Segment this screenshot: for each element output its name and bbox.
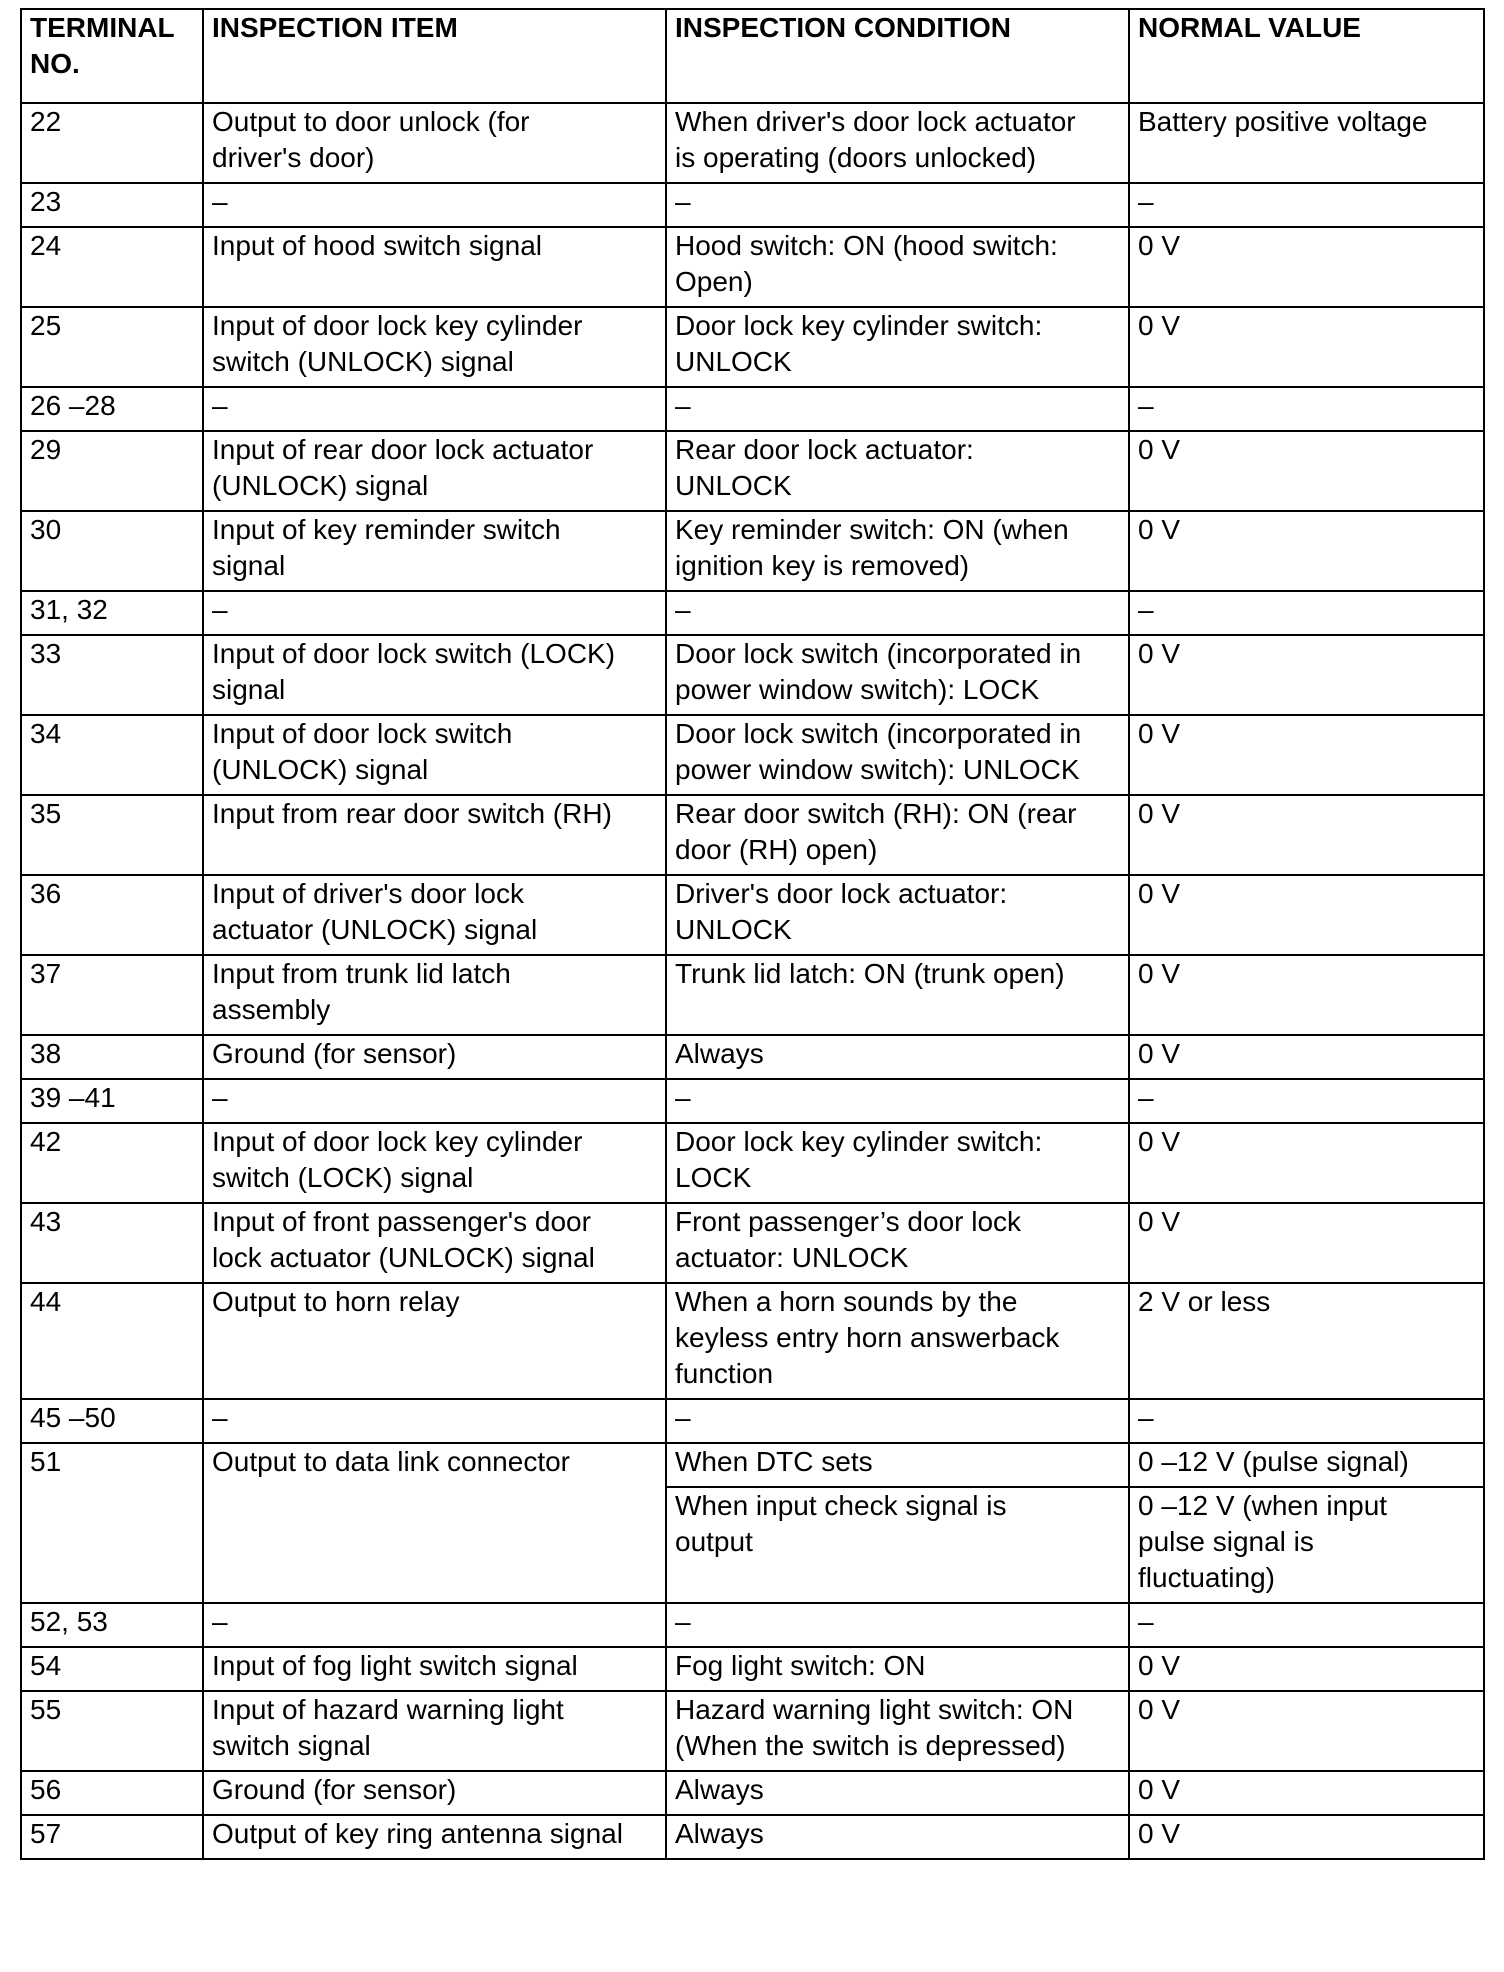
cell-inspection-item: Input of door lock key cylinder switch (LOCK) signal [203, 1123, 666, 1203]
cell-inspection-condition: When input check signal is output [666, 1487, 1129, 1603]
table-row [21, 1123, 1484, 1203]
cell-terminal-no: 42 [21, 1123, 203, 1203]
table-row [21, 591, 1484, 635]
cell-terminal-no: 45 –50 [21, 1399, 203, 1443]
cell-terminal-no: 54 [21, 1647, 203, 1691]
cell-normal-value: 0 V [1129, 795, 1484, 875]
table-row [21, 1771, 1484, 1815]
table-row [21, 227, 1484, 307]
cell-inspection-item: – [203, 1603, 666, 1647]
table-header-row [21, 9, 1484, 103]
cell-terminal-no: 56 [21, 1771, 203, 1815]
table-row [21, 875, 1484, 955]
cell-inspection-item: Input of driver's door lock actuator (UNLOCK) signal [203, 875, 666, 955]
cell-normal-value: 0 V [1129, 1203, 1484, 1283]
cell-inspection-item: Input from trunk lid latch assembly [203, 955, 666, 1035]
cell-inspection-condition: Always [666, 1771, 1129, 1815]
cell-terminal-no: 29 [21, 431, 203, 511]
cell-normal-value: – [1129, 1603, 1484, 1647]
cell-terminal-no: 43 [21, 1203, 203, 1283]
cell-normal-value: 0 –12 V (pulse signal) [1129, 1443, 1484, 1487]
cell-terminal-no: 38 [21, 1035, 203, 1079]
cell-inspection-condition: – [666, 387, 1129, 431]
cell-terminal-no: 34 [21, 715, 203, 795]
cell-terminal-no: 31, 32 [21, 591, 203, 635]
cell-normal-value: 0 V [1129, 955, 1484, 1035]
cell-inspection-condition: – [666, 1399, 1129, 1443]
table-row [21, 511, 1484, 591]
cell-terminal-no: 30 [21, 511, 203, 591]
cell-inspection-item: Input of key reminder switch signal [203, 511, 666, 591]
cell-normal-value: – [1129, 387, 1484, 431]
cell-inspection-item: Input of door lock switch (UNLOCK) signal [203, 715, 666, 795]
cell-terminal-no: 44 [21, 1283, 203, 1399]
cell-normal-value: 0 V [1129, 1123, 1484, 1203]
table-row [21, 1647, 1484, 1691]
table-row [21, 1399, 1484, 1443]
cell-terminal-no: 57 [21, 1815, 203, 1859]
cell-terminal-no: 51 [21, 1443, 203, 1603]
cell-inspection-condition: Always [666, 1815, 1129, 1859]
cell-inspection-item: Ground (for sensor) [203, 1035, 666, 1079]
cell-inspection-condition: Door lock switch (incorporated in power window switch): LOCK [666, 635, 1129, 715]
cell-inspection-condition: Hazard warning light switch: ON (When the switch is depressed) [666, 1691, 1129, 1771]
table-row [21, 635, 1484, 715]
cell-terminal-no: 24 [21, 227, 203, 307]
cell-normal-value: – [1129, 591, 1484, 635]
cell-inspection-condition: Trunk lid latch: ON (trunk open) [666, 955, 1129, 1035]
table-row [21, 955, 1484, 1035]
cell-normal-value: – [1129, 1079, 1484, 1123]
cell-normal-value: 0 V [1129, 1815, 1484, 1859]
cell-inspection-item: – [203, 1399, 666, 1443]
table-row [21, 715, 1484, 795]
cell-inspection-item: Output to data link connector [203, 1443, 666, 1603]
table-row [21, 1443, 1484, 1487]
cell-normal-value: 0 V [1129, 431, 1484, 511]
cell-inspection-item: Input of door lock switch (LOCK) signal [203, 635, 666, 715]
cell-inspection-item: – [203, 591, 666, 635]
cell-inspection-condition: Always [666, 1035, 1129, 1079]
table-row [21, 1815, 1484, 1859]
cell-normal-value: 0 –12 V (when input pulse signal is fluctuating) [1129, 1487, 1484, 1603]
table-row [21, 1603, 1484, 1647]
cell-normal-value: Battery positive voltage [1129, 103, 1484, 183]
cell-inspection-item: Ground (for sensor) [203, 1771, 666, 1815]
cell-inspection-condition: – [666, 183, 1129, 227]
table-row [21, 307, 1484, 387]
table-row [21, 183, 1484, 227]
cell-inspection-condition: Driver's door lock actuator: UNLOCK [666, 875, 1129, 955]
header-terminal-no: TERMINAL NO. [21, 9, 203, 103]
cell-inspection-item: Output to horn relay [203, 1283, 666, 1399]
table-row [21, 1691, 1484, 1771]
cell-inspection-condition: When driver's door lock actuator is operating (doors unlocked) [666, 103, 1129, 183]
cell-normal-value: 0 V [1129, 875, 1484, 955]
cell-normal-value: 0 V [1129, 1691, 1484, 1771]
cell-inspection-item: Output of key ring antenna signal [203, 1815, 666, 1859]
table-row [21, 1035, 1484, 1079]
table-row [21, 1283, 1484, 1399]
cell-normal-value: 0 V [1129, 715, 1484, 795]
cell-inspection-item: Input of front passenger's door lock actuator (UNLOCK) signal [203, 1203, 666, 1283]
cell-inspection-condition: Key reminder switch: ON (when ignition key is removed) [666, 511, 1129, 591]
cell-terminal-no: 33 [21, 635, 203, 715]
cell-terminal-no: 26 –28 [21, 387, 203, 431]
table-row [21, 1079, 1484, 1123]
cell-terminal-no: 25 [21, 307, 203, 387]
cell-normal-value: 0 V [1129, 307, 1484, 387]
cell-normal-value: 0 V [1129, 1035, 1484, 1079]
cell-inspection-item: Output to door unlock (for driver's door) [203, 103, 666, 183]
cell-normal-value: – [1129, 183, 1484, 227]
cell-inspection-condition: Door lock key cylinder switch: UNLOCK [666, 307, 1129, 387]
cell-inspection-condition: Rear door switch (RH): ON (rear door (RH) open) [666, 795, 1129, 875]
cell-inspection-item: Input from rear door switch (RH) [203, 795, 666, 875]
cell-terminal-no: 22 [21, 103, 203, 183]
cell-terminal-no: 52, 53 [21, 1603, 203, 1647]
cell-inspection-condition: – [666, 1079, 1129, 1123]
cell-inspection-condition: When DTC sets [666, 1443, 1129, 1487]
table-row [21, 431, 1484, 511]
cell-terminal-no: 23 [21, 183, 203, 227]
header-normal-value: NORMAL VALUE [1129, 9, 1484, 103]
header-inspection-condition: INSPECTION CONDITION [666, 9, 1129, 103]
cell-normal-value: 0 V [1129, 511, 1484, 591]
cell-inspection-item: Input of hazard warning light switch signal [203, 1691, 666, 1771]
cell-inspection-item: – [203, 1079, 666, 1123]
cell-inspection-item: – [203, 183, 666, 227]
cell-inspection-condition: Door lock key cylinder switch: LOCK [666, 1123, 1129, 1203]
cell-terminal-no: 37 [21, 955, 203, 1035]
cell-inspection-condition: Hood switch: ON (hood switch: Open) [666, 227, 1129, 307]
table-row [21, 795, 1484, 875]
cell-inspection-item: Input of fog light switch signal [203, 1647, 666, 1691]
cell-inspection-condition: When a horn sounds by the keyless entry horn answerback function [666, 1283, 1129, 1399]
cell-inspection-item: Input of hood switch signal [203, 227, 666, 307]
cell-normal-value: 0 V [1129, 635, 1484, 715]
cell-terminal-no: 35 [21, 795, 203, 875]
cell-normal-value: 0 V [1129, 227, 1484, 307]
cell-inspection-condition: Front passenger’s door lock actuator: UNLOCK [666, 1203, 1129, 1283]
header-inspection-item: INSPECTION ITEM [203, 9, 666, 103]
cell-inspection-condition: Rear door lock actuator: UNLOCK [666, 431, 1129, 511]
table-body [21, 103, 1484, 1859]
cell-terminal-no: 55 [21, 1691, 203, 1771]
cell-inspection-item: – [203, 387, 666, 431]
cell-terminal-no: 39 –41 [21, 1079, 203, 1123]
cell-terminal-no: 36 [21, 875, 203, 955]
terminal-spec-document [20, 8, 1485, 1860]
cell-inspection-item: Input of rear door lock actuator (UNLOCK) signal [203, 431, 666, 511]
cell-inspection-condition: – [666, 1603, 1129, 1647]
cell-inspection-condition: Door lock switch (incorporated in power window switch): UNLOCK [666, 715, 1129, 795]
cell-normal-value: – [1129, 1399, 1484, 1443]
cell-inspection-item: Input of door lock key cylinder switch (UNLOCK) signal [203, 307, 666, 387]
cell-normal-value: 0 V [1129, 1771, 1484, 1815]
table-row [21, 387, 1484, 431]
cell-normal-value: 2 V or less [1129, 1283, 1484, 1399]
cell-inspection-condition: Fog light switch: ON [666, 1647, 1129, 1691]
cell-inspection-condition: – [666, 591, 1129, 635]
terminal-inspection-table [20, 8, 1485, 1860]
cell-normal-value: 0 V [1129, 1647, 1484, 1691]
table-row [21, 103, 1484, 183]
table-row [21, 1203, 1484, 1283]
